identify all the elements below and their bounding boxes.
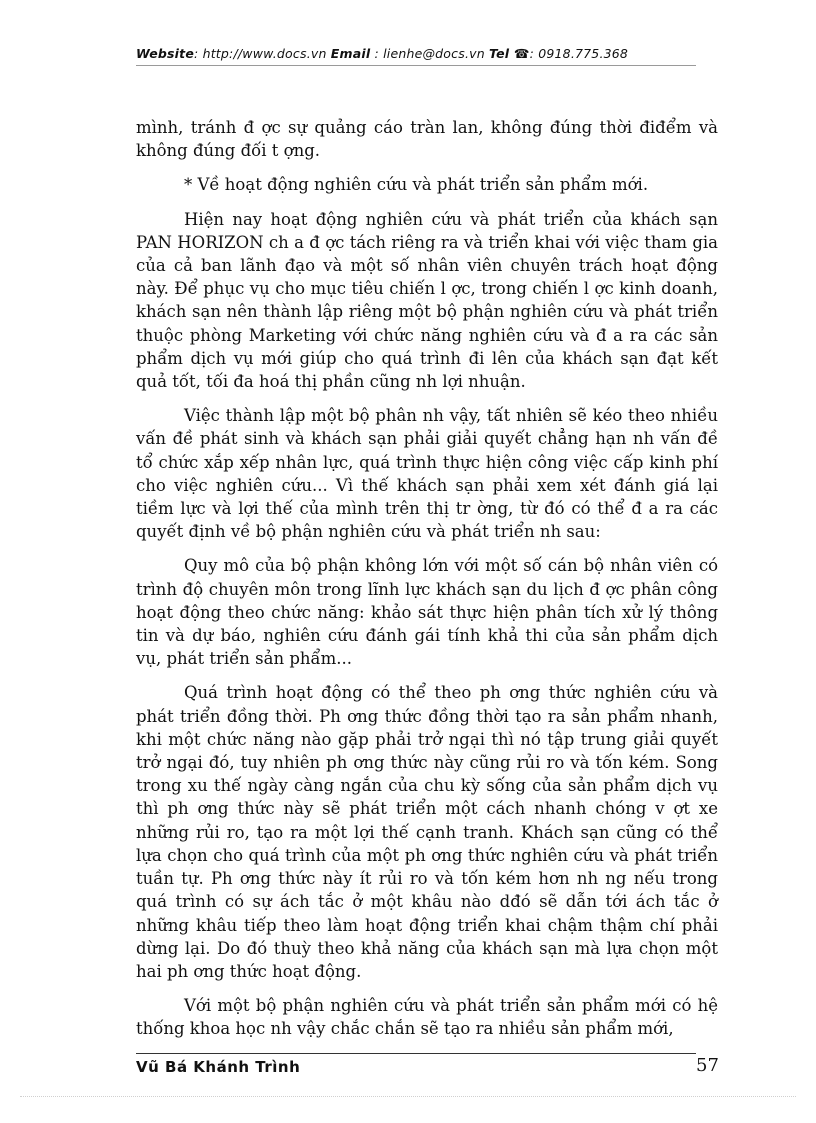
- paragraph-continuation: mình, tránh đ ợc sự quảng cáo tràn lan, không đúng thời điđểm và không đúng đối t ợng.: [136, 118, 718, 161]
- paragraph: Quá trình hoạt động có thể theo ph ơng thức nghiên cứu và phát triển đồng thời. Ph ơng thức đồng thời tạo ra sản phẩm nhanh, khi một chức năng nào gặp phải trở ngại thì nó tập trung giải quyết trở ngại đó, tuy nhiên ph ơng thức này cũng rủi ro và tốn kém. Song trong xu thế ngày càng ngắn của chu kỳ sống của sản phẩm dịch vụ thì ph ơng thức này sẽ phát triển một cách nhanh chóng v ợt xe những rủi ro, tạo ra một lợi thế cạnh tranh. Khách sạn cũng có thể lựa chọn cho quá trình của một ph ơng thức nghiên cứu và phát triển tuần tự. Ph ơng thức này ít rủi ro và tốn kém hơn nh ng nếu trong quá trình có sự ách tắc ở một khâu nào dđó sẽ dẫn tới ách tắc ở những khâu tiếp theo làm hoạt động triển khai chậm thậm chí phải dừng lại. Do đó thuỳ theo khả năng của khách sạn mà lựa chọn một hai ph ơng thức hoạt động.: [136, 683, 718, 981]
- footer-divider: [136, 1053, 696, 1054]
- email-value: : lienhe@docs.vn: [370, 46, 490, 61]
- section-heading: * Về hoạt động nghiên cứu và phát triển sản phẩm mới.: [184, 175, 649, 195]
- email-label: Email: [330, 46, 371, 61]
- paragraph: Quy mô của bộ phận không lớn với một số cán bộ nhân viên có trình độ chuyên môn trong lĩnh lực khách sạn du lịch đ ợc phân công hoạt động theo chức năng: khảo sát thực hiện phân tích xử lý thông tin và dự báo, nghiên cứu đánh gái tính khả thi của sản phẩm dịch vụ, phát triển sản phẩm...: [136, 556, 718, 669]
- page-header: [136, 46, 696, 61]
- paragraph: Hiện nay hoạt động nghiên cứu và phát triển của khách sạn PAN HORIZON ch a đ ợc tách riêng ra và triển khai với việc tham gia của cả ban lãnh đạo và một số nhân viên chuyên trách hoạt động này. Để phục vụ cho mục tiêu chiến l ợc, trong chiến l ợc kinh doanh, khách sạn nên thành lập riêng một bộ phận nghiên cứu và phát triển thuộc phòng Marketing với chức năng nghiên cứu và đ a ra các sản phẩm dịch vụ mới giúp cho quá trình đi lên của khách sạn đạt kết quả tốt, tối đa hoá thị phần cũng nh lợi nhuận.: [136, 209, 718, 392]
- footer-author: Vũ Bá Khánh Trình: [136, 1058, 301, 1076]
- paragraph: Việc thành lập một bộ phân nh vậy, tất nhiên sẽ kéo theo nhiều vấn đề phát sinh và khách sạn phải giải quyết chẳng hạn nh vấn đề tổ chức xắp xếp nhân lực, quá trình thực hiện công việc cấp kinh phí cho việc nghiên cứu... Vì thế khách sạn phải xem xét đánh giá lại tiềm lực và lợi thế của mình trên thị tr ờng, từ đó có thể đ a ra các quyết định về bộ phận nghiên cứu và phát triển nh sau:: [136, 406, 718, 542]
- header-divider: [136, 65, 696, 66]
- tel-value: : 0918.775.368: [529, 46, 629, 61]
- website-label: Website: [136, 46, 194, 61]
- tel-label: Tel ☎: [489, 46, 530, 61]
- paragraph: Với một bộ phận nghiên cứu và phát triển sản phẩm mới có hệ thống khoa học nh vậy chắc chắn sẽ tạo ra nhiều sản phẩm mới,: [136, 996, 718, 1039]
- page-number: 57: [696, 1055, 719, 1076]
- website-value: : http://www.docs.vn: [194, 46, 331, 61]
- document-body: [136, 116, 718, 1052]
- page-bottom-border: [20, 1096, 796, 1097]
